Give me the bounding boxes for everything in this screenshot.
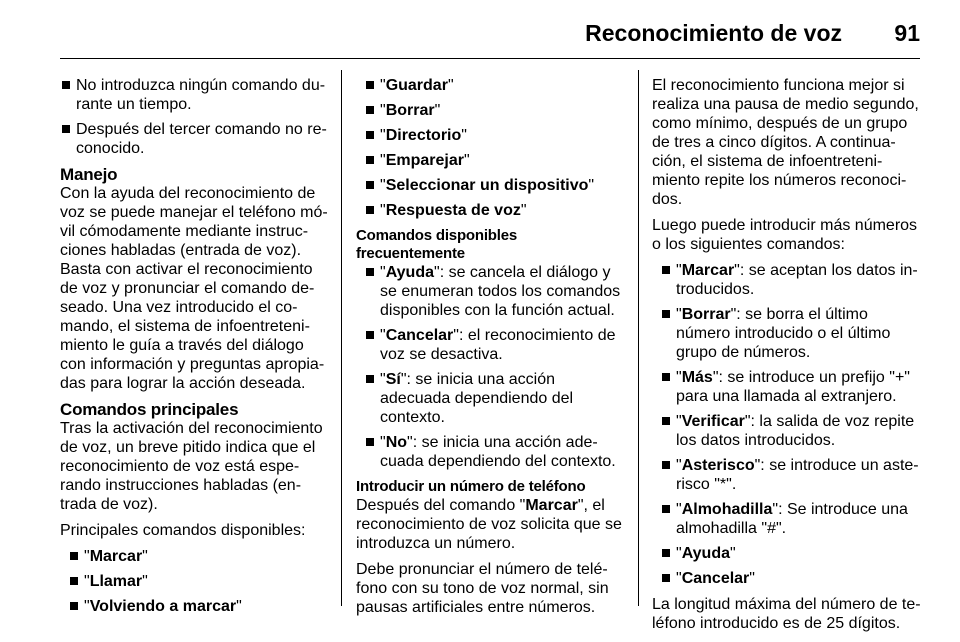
page-title: Reconocimiento de voz: [585, 20, 842, 46]
more-commands-list: [356, 76, 628, 220]
list-item: "Más": se introduce un prefijo "+" para una llamada al extranjero.: [660, 368, 922, 406]
paragraph: Luego puede introducir más números o los siguientes comandos:: [652, 217, 918, 253]
subheading-frecuentes: Comandos disponibles frecuentemente: [356, 227, 518, 262]
principal-commands-list: [60, 547, 328, 616]
list-item: "Volviendo a marcar": [68, 597, 328, 616]
list-item: Después del tercer comando no reconocido.: [60, 120, 328, 158]
section-heading-comandos: Comandos principales: [60, 400, 239, 419]
list-item: "Asterisco": se introduce un asterisco "*".: [660, 456, 922, 494]
paragraph: La longitud máxima del número de teléfono introducido es de 25 dígitos.: [652, 596, 921, 632]
header-rule: [60, 58, 920, 59]
subheading-numero: Introducir un número de teléfono: [356, 478, 586, 495]
page-header: [60, 14, 920, 50]
column-divider: [638, 70, 639, 606]
list-item: "Borrar": se borra el último número introducido o el último grupo de números.: [660, 305, 922, 362]
list-item: "Ayuda": se cancela el diálogo y se enumeran todos los comandos disponibles con la función actual.: [364, 263, 628, 320]
list-item: "No": se inicia una acción adecuada dependiendo del contexto.: [364, 433, 628, 471]
list-item: "Cancelar": el reconocimiento de voz se desactiva.: [364, 326, 628, 364]
paragraph: El reconocimiento funciona mejor si realiza una pausa de medio segundo, como mínimo, después de un grupo de tres a cinco dígitos. A continuación, el sistema de infoentretenimiento repite los números reconocidos.: [652, 77, 919, 208]
numero-paragraph: Después del comando "Marcar", el reconocimiento de voz solicita que se introduzca un número.: [356, 497, 622, 552]
list-item: "Emparejar": [364, 151, 628, 170]
section-heading-manejo: Manejo: [60, 165, 118, 184]
list-item: "Llamar": [68, 572, 328, 591]
manejo-paragraph: Con la ayuda del reconocimiento de voz se puede manejar el teléfono móvil cómodamente mediante instrucciones habladas (entrada de voz). Basta con activar el reconocimiento de voz y pronunciar el comando deseado. Una vez introducido el comando, el sistema de infoentretenimiento le guía a través del diálogo con información y preguntas apropiadas para lograr la acción deseada.: [60, 185, 328, 392]
list-item: "Directorio": [364, 126, 628, 145]
list-item: "Marcar": se aceptan los datos introducidos.: [660, 261, 922, 299]
intro-bullet-list: [60, 76, 328, 158]
frequent-commands-list: [356, 263, 628, 471]
list-item: No introduzca ningún comando durante un tiempo.: [60, 76, 328, 114]
list-item: "Guardar": [364, 76, 628, 95]
column-divider: [341, 70, 342, 606]
column-3: [652, 76, 922, 640]
page-number: 91: [894, 20, 920, 46]
comandos-paragraph: Tras la activación del reconocimiento de voz, un breve pitido indica que el reconocimiento de voz está esperando instrucciones habladas (entrada de voz).: [60, 420, 323, 513]
list-item: "Almohadilla": Se introduce una almohadilla "#".: [660, 500, 922, 538]
list-item: "Marcar": [68, 547, 328, 566]
number-commands-list: [652, 261, 922, 588]
list-item: "Sí": se inicia una acción adecuada dependiendo del contexto.: [364, 370, 628, 427]
list-item: "Verificar": la salida de voz repite los datos introducidos.: [660, 412, 922, 450]
list-item: "Seleccionar un dispositivo": [364, 176, 628, 195]
principales-label: Principales comandos disponibles:: [60, 522, 306, 539]
column-2: [356, 76, 628, 624]
list-item: "Respuesta de voz": [364, 201, 628, 220]
list-item: "Cancelar": [660, 569, 922, 588]
list-item: "Borrar": [364, 101, 628, 120]
list-item: "Ayuda": [660, 544, 922, 563]
pronunciar-paragraph: Debe pronunciar el número de teléfono con su tono de voz normal, sin pausas artificiales entre números.: [356, 561, 609, 616]
column-1: [60, 76, 328, 623]
